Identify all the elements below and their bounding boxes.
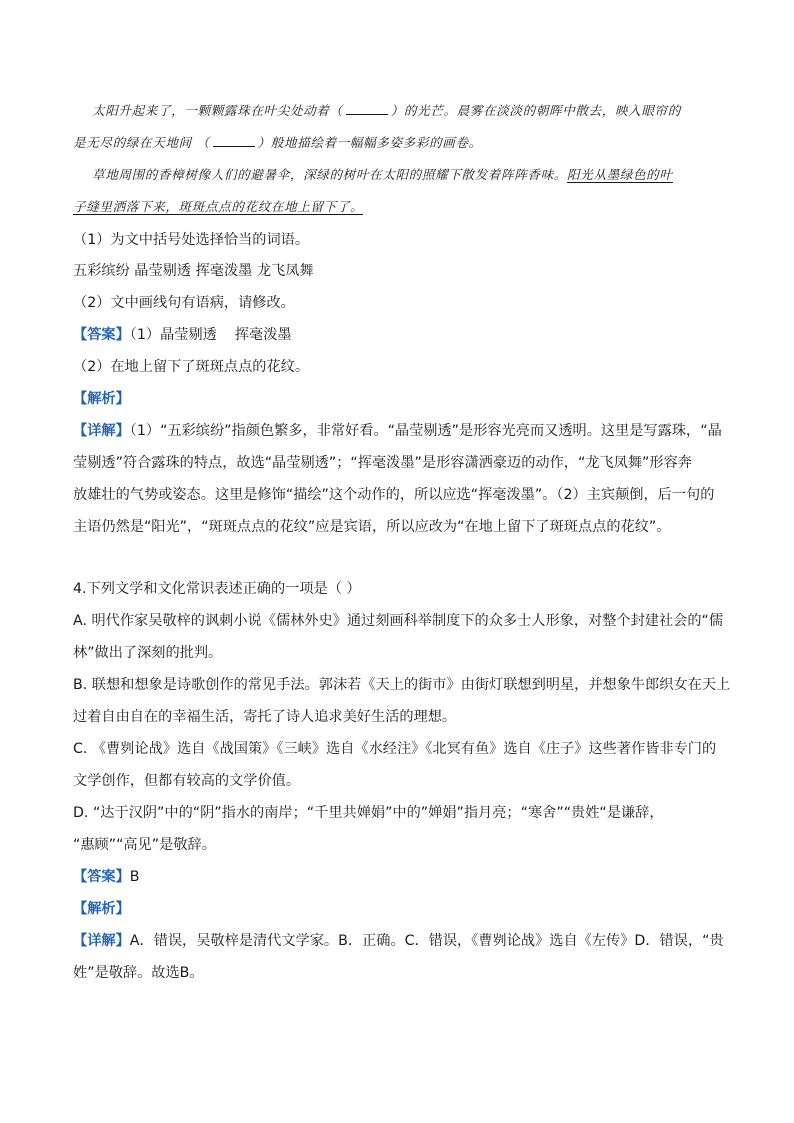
analysis-tag: 【解析】 — [73, 901, 130, 917]
question-4-stem: 4.下列文学和文化常识表述正确的一项是（ ） — [73, 581, 361, 597]
answer-tag: 【答案】 — [73, 869, 130, 885]
passage-text: 是无尽的绿在天地间 （ — [73, 135, 210, 150]
option-word: 晶莹剔透 — [134, 263, 192, 279]
detail-line-3: 放雄壮的气势或姿态。这里是修饰“描绘”这个动作的，所以应选“挥毫泼墨”。（2）主宾颠倒，后一句的 — [73, 487, 715, 503]
answer-text: （1）晶莹剔透 — [129, 327, 217, 343]
detail-text: （1）“五彩缤纷”指颜色繁多，非常好看。“晶莹剔透”是形容光亮而又透明。这里是写露珠，“晶 — [129, 423, 722, 439]
detail-tag: 【详解】 — [73, 933, 130, 949]
blank-1 — [346, 101, 388, 115]
option-b-line-1: B. 联想和想象是诗歌创作的常见手法。郭沫若《天上的街市》由街灯联想到明星，并想象牛郎织女在天上 — [73, 677, 731, 693]
sub-question-2: （2）文中画线句有语病，请修改。 — [73, 295, 295, 311]
passage-line-2 — [73, 133, 482, 153]
answer-line-2: （2）在地上留下了斑斑点点的花纹。 — [73, 359, 310, 375]
answer-line-1 — [73, 325, 292, 345]
option-a-line-1: A. 明代作家吴敬梓的讽刺小说《儒林外史》通过刻画科举制度下的众多士人形象，对整个封建社会的“儒 — [73, 613, 724, 629]
passage-text: 太阳升起来了，一颗颗露珠在叶尖处动着（ — [92, 103, 343, 118]
analysis-tag: 【解析】 — [73, 391, 130, 407]
answer-tag: 【答案】 — [73, 327, 130, 343]
passage-line-3 — [92, 165, 673, 185]
detail-line-2: 莹剔透”符合露珠的特点，故选“晶莹剔透”；“挥毫泼墨”是形容潇洒豪迈的动作，“龙飞凤舞”形容奔 — [73, 455, 692, 471]
detail-line-1 — [73, 931, 724, 951]
detail-line-1 — [73, 421, 722, 441]
option-word: 挥毫泼墨 — [195, 263, 253, 279]
passage-text: 草地周围的香樟树像人们的避暑伞，深绿的树叶在太阳的照耀下散发着阵阵香味。 — [92, 167, 567, 182]
option-a-line-2: 林”做出了深刻的批判。 — [73, 645, 223, 661]
option-b-line-2: 过着自由自在的幸福生活，寄托了诗人追求美好生活的理想。 — [73, 709, 457, 725]
passage-text: ）的光芒。晨雾在淡淡的朝晖中散去，映入眼帘的 — [390, 103, 681, 118]
underlined-sentence: 子缝里洒落下来，斑斑点点的花纹在地上留下了。 — [73, 199, 364, 214]
option-d-line-2: “惠顾”“高见”是敬辞。 — [73, 837, 216, 853]
option-c-line-2: 文学创作，但都有较高的文学价值。 — [73, 773, 301, 789]
option-d-line-1: D. “达于汉阴”中的“阴”指水的南岸；“千里共婵娟”中的”婵娟”指月亮；“寒舍”“贵姓“是谦辞， — [73, 805, 664, 821]
option-word: 龙飞凤舞 — [256, 263, 314, 279]
sub-question-1: （1）为文中括号处选择恰当的词语。 — [73, 232, 310, 248]
word-options — [73, 261, 314, 281]
detail-line-4: 主语仍然是“阳光”，“斑斑点点的花纹”应是宾语，所以应改为“在地上留下了斑斑点点的花纹”。 — [73, 519, 671, 535]
detail-line-2: 姓”是敬辞。故选B。 — [73, 965, 204, 981]
underlined-sentence: 阳光从墨绿色的叶 — [566, 167, 673, 182]
passage-line-1 — [92, 101, 681, 121]
detail-text: A．错误，吴敬梓是清代文学家。B．正确。C．错误，《曹刿论战》选自《左传》D．错误，“贵 — [129, 933, 724, 949]
passage-line-4 — [73, 197, 363, 217]
answer-value: B — [129, 869, 140, 885]
option-c-line-1: C. 《曹刿论战》选自《战国策》《三峡》选自《水经注》《北冥有鱼》选自《庄子》这些著作皆非专门的 — [73, 741, 717, 757]
blank-2 — [213, 133, 255, 147]
answer-text: 挥毫泼墨 — [234, 327, 292, 343]
answer-line — [73, 867, 140, 887]
passage-text: ）般地描绘着一幅幅多姿多彩的画卷。 — [257, 135, 482, 150]
detail-tag: 【详解】 — [73, 423, 130, 439]
option-word: 五彩缤纷 — [73, 263, 130, 279]
